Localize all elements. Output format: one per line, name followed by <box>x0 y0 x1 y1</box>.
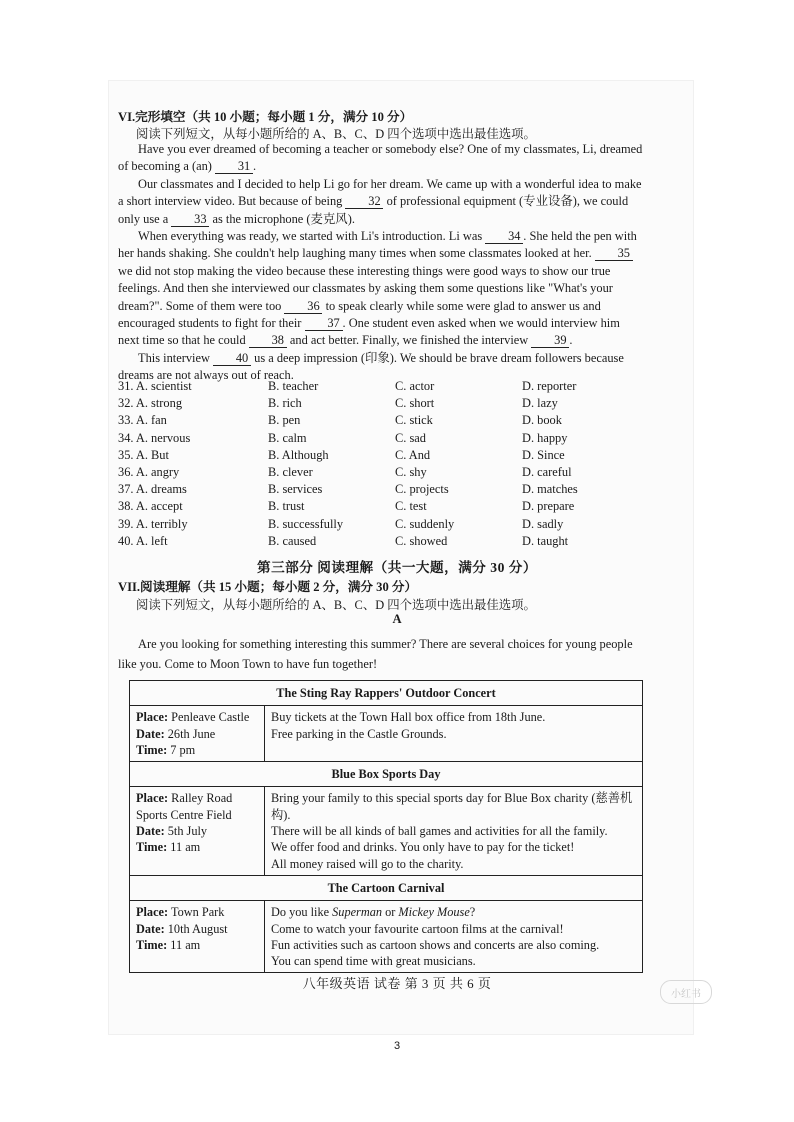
text: Do you like <box>271 905 333 920</box>
cloze-passage <box>118 141 644 385</box>
option-row-33 <box>118 412 638 429</box>
option-b: B. rich <box>268 396 302 411</box>
option-row-40 <box>118 533 638 550</box>
option-b: B. services <box>268 482 323 497</box>
description-line: Fun activities such as cartoon shows and concerts are also coming. <box>271 937 600 952</box>
blank-39: 39 <box>531 334 569 348</box>
page-footer: 八年级英语 试卷 第 3 页 共 6 页 <box>302 976 492 991</box>
option-a: 34. A. nervous <box>118 430 191 445</box>
place-label: Place: <box>136 710 169 725</box>
place-value: Ralley Road Sports Centre Field <box>136 791 233 822</box>
option-b: B. clever <box>268 464 313 479</box>
option-c: C. showed <box>395 533 448 548</box>
text: as the microphone (麦克风). <box>212 211 355 226</box>
description-line: There will be all kinds of ball games and activities for all the family. <box>271 824 608 839</box>
option-b: B. successfully <box>268 516 344 531</box>
option-row-31 <box>118 378 638 395</box>
blank-35: 35 <box>595 247 633 261</box>
time-value: 11 am <box>170 840 201 855</box>
event-title: The Sting Ray Rappers' Outdoor Concert <box>130 681 643 706</box>
option-row-37 <box>118 481 638 498</box>
place-value: Penleave Castle <box>171 710 250 725</box>
event-description <box>265 901 643 973</box>
option-row-36 <box>118 464 638 481</box>
text: . <box>569 333 573 348</box>
option-row-35 <box>118 447 638 464</box>
time-label: Time: <box>136 742 168 757</box>
page-number: 3 <box>393 1040 401 1052</box>
text: or <box>382 905 399 920</box>
description-line <box>271 904 636 920</box>
description-line: All money raised will go to the charity. <box>271 856 464 871</box>
blank-31: 31 <box>215 160 253 174</box>
text: . <box>253 159 257 174</box>
blank-36: 36 <box>284 300 322 314</box>
cloze-paragraph-3 <box>118 228 644 350</box>
option-b: B. trust <box>268 499 305 514</box>
time-value: 11 am <box>170 937 201 952</box>
option-d: D. taught <box>522 533 569 548</box>
option-a: 40. A. left <box>118 533 168 548</box>
text: . She held the pen with her hands shaking. She couldn't help laughing many times when some classmates looked at her. <box>118 229 637 261</box>
text: Our classmates and I decided to help Li go for her dream. We came up with a wonderful idea to make a short interview video. But because of being <box>118 176 642 209</box>
text: of professional equipment (专业设备), we could only use a <box>118 194 629 226</box>
option-d: D. lazy <box>522 396 558 411</box>
option-row-34 <box>118 430 638 447</box>
event-details-row <box>130 706 643 762</box>
event-title: Blue Box Sports Day <box>130 762 643 787</box>
option-a: 38. A. accept <box>118 499 183 514</box>
section-6-instruction: 阅读下列短文，从每小题所给的 A、B、C、D 四个选项中选出最佳选项。 <box>136 127 536 141</box>
time-label: Time: <box>136 937 168 952</box>
date-label: Date: <box>136 824 165 839</box>
option-c: C. projects <box>395 482 449 497</box>
description-line: Free parking in the Castle Grounds. <box>271 726 447 741</box>
option-d: D. reporter <box>522 379 577 393</box>
option-b: B. pen <box>268 413 301 428</box>
description-line: Come to watch your favourite cartoon films at the carnival! <box>271 921 564 936</box>
blank-32: 32 <box>345 195 383 209</box>
event-title-row <box>130 875 643 900</box>
option-c: C. actor <box>395 379 435 393</box>
option-c: C. shy <box>395 464 427 479</box>
time-value: 7 pm <box>170 742 196 757</box>
event-details-row <box>130 787 643 875</box>
text: Have you ever dreamed of becoming a teacher or somebody else? One of my classmates, Li, dreamed of becoming a (an) <box>118 142 643 174</box>
option-a: 36. A. angry <box>118 464 180 479</box>
passage-intro <box>118 634 644 674</box>
option-b: B. calm <box>268 430 307 445</box>
description-line: You can spend time with great musicians. <box>271 954 476 969</box>
option-d: D. prepare <box>522 499 575 514</box>
option-a: 37. A. dreams <box>118 482 187 497</box>
italic-text: Mickey Mouse <box>398 905 470 920</box>
option-d: D. Since <box>522 447 565 462</box>
cloze-paragraph-1 <box>118 141 644 176</box>
event-info <box>130 706 265 762</box>
option-c: C. suddenly <box>395 516 455 531</box>
description-line: Bring your family to this special sports day for Blue Box charity (慈善机构). <box>271 791 633 822</box>
intro-text: Are you looking for something interesting this summer? There are several choices for young people like you. Come to Moon Town to have fun together! <box>118 637 633 671</box>
cloze-paragraph-2 <box>118 176 644 228</box>
text: . One student even asked when we would interview him next time so that he could <box>118 316 620 348</box>
event-details-row <box>130 901 643 973</box>
option-d: D. sadly <box>522 516 564 531</box>
event-description <box>265 706 643 762</box>
option-a: 35. A. But <box>118 447 169 462</box>
option-a: 33. A. fan <box>118 413 167 428</box>
option-c: C. And <box>395 447 431 462</box>
text: This interview <box>138 350 210 365</box>
option-d: D. matches <box>522 482 578 497</box>
option-row-38 <box>118 498 638 515</box>
option-d: D. careful <box>522 464 572 479</box>
date-value: 10th August <box>167 921 228 936</box>
date-value: 26th June <box>167 726 216 741</box>
part-3-title: 第三部分 阅读理解（共一大题，满分 30 分） <box>257 560 537 575</box>
event-title-row <box>130 762 643 787</box>
event-description <box>265 787 643 875</box>
option-b: B. teacher <box>268 379 319 393</box>
option-c: C. short <box>395 396 435 411</box>
blank-40: 40 <box>213 352 251 366</box>
description-line: Buy tickets at the Town Hall box office from 18th June. <box>271 710 546 725</box>
options-list <box>118 378 638 550</box>
text: ? <box>469 905 476 920</box>
option-c: C. test <box>395 499 427 514</box>
date-label: Date: <box>136 921 165 936</box>
event-info <box>130 901 265 973</box>
date-label: Date: <box>136 726 165 741</box>
option-a: 32. A. strong <box>118 396 183 411</box>
option-row-32 <box>118 395 638 412</box>
text: we did not stop making the video because these interesting things were good ways to show our true feelings. And then she interviewed our classmates by asking them some questions like "What's your dream?". Some of them were too <box>118 263 613 313</box>
event-title-row <box>130 681 643 706</box>
option-d: D. happy <box>522 430 568 445</box>
option-row-39 <box>118 516 638 533</box>
option-c: C. stick <box>395 413 433 428</box>
text: to speak clearly while some were glad to answer us and encouraged students to fight for their <box>118 298 601 331</box>
italic-text: Superman <box>332 905 383 920</box>
option-b: B. Although <box>268 447 329 462</box>
time-label: Time: <box>136 840 168 855</box>
place-label: Place: <box>136 791 169 806</box>
section-7-instruction: 阅读下列短文，从每小题所给的 A、B、C、D 四个选项中选出最佳选项。 <box>136 598 536 612</box>
date-value: 5th July <box>167 824 208 839</box>
option-a: 31. A. scientist <box>118 379 192 393</box>
option-c: C. sad <box>395 430 426 445</box>
text: us a deep impression (印象). We should be brave dream followers because dreams are not always out of reach. <box>118 350 624 383</box>
passage-label: A <box>392 612 402 626</box>
event-info <box>130 787 265 875</box>
watermark-logo: 小红书 <box>660 980 712 1004</box>
option-b: B. caused <box>268 533 317 548</box>
section-6-heading: VI.完形填空（共 10 小题；每小题 1 分，满分 10 分） <box>118 110 413 124</box>
option-a: 39. A. terribly <box>118 516 188 531</box>
blank-33: 33 <box>171 213 209 227</box>
place-value: Town Park <box>170 905 225 920</box>
description-line: We offer food and drinks. You only have to pay for the ticket! <box>271 840 575 855</box>
blank-34: 34 <box>485 230 523 244</box>
section-7-heading: VII.阅读理解（共 15 小题；每小题 2 分，满分 30 分） <box>118 580 418 594</box>
events-table <box>129 680 643 973</box>
blank-37: 37 <box>305 317 343 331</box>
option-d: D. book <box>522 413 562 428</box>
place-label: Place: <box>136 905 169 920</box>
text: When everything was ready, we started with Li's introduction. Li was <box>138 229 483 244</box>
text: and act better. Finally, we finished the interview <box>289 333 529 348</box>
blank-38: 38 <box>249 334 287 348</box>
event-title: The Cartoon Carnival <box>130 875 643 900</box>
